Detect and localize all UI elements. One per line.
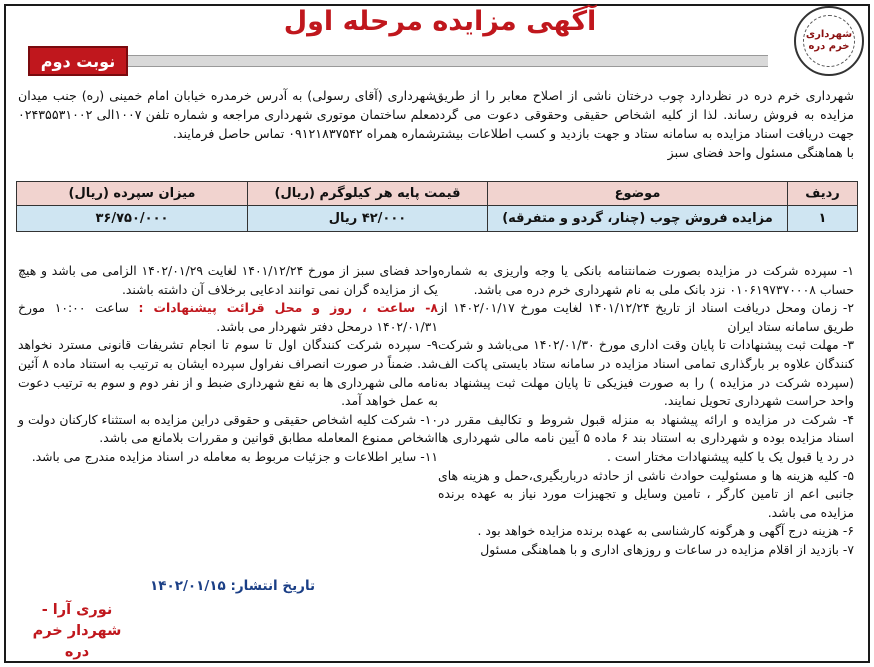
condition-7-continued: واحد فضای سبز از مورخ ۱۴۰۱/۱۲/۲۴ لغایت ۱۴۰۲/۰۱/۲۹ الزامی می باشد و هیچ یک از مزایده گران نمی توانند ادعایی برخلاف آن داشته باشند. xyxy=(18,263,439,297)
cell-row-number: ۱ xyxy=(788,206,858,232)
condition-10: ۱۰- شرکت کلیه اشخاص حقیقی و حقوقی دراین مزایده به استثناء کارکنان دولت و اشخاص ممنوع المعامله مطابق قوانین و مقررات بلامانع می باشد. xyxy=(18,411,438,446)
notice-title: آگهی مزایده مرحله اول xyxy=(283,6,597,37)
header-base-price: قیمت پایه هر کیلوگرم (ریال) xyxy=(248,182,488,206)
logo-seal xyxy=(803,15,855,67)
condition-3: ۳- مهلت ثبت پیشنهادات تا پایان وقت اداری مورخ ۱۴۰۲/۰۱/۳۰ می‌باشد و شرکت کنندگان علاوه بر بارگذاری تمامی اسناد مزایده در سامانه ستاد بایستی پاکت الف (سپرده شرکت در مزایده ) را به صورت فیزیکی تا پایان مهلت ثبت پیشنهاد به واحد حراست شهرداری تحویل نمایند. xyxy=(438,337,854,409)
table-row xyxy=(17,206,858,232)
condition-1: ۱- سپرده شرکت در مزایده بصورت ضمانتنامه بانکی یا وجه واریزی به شماره حساب ۰۱۰۶۱۹۷۳۷۰۰۰۸ نزد بانک ملی به نام شهرداری خرم دره می باشد. xyxy=(438,263,854,297)
condition-7: ۷- بازدید از اقلام مزایده در ساعات و روزهای اداری و با هماهنگی مسئول xyxy=(480,541,854,557)
header-deposit: میزان سپرده (ریال) xyxy=(17,182,248,206)
publish-date-label: تاریخ انتشار: xyxy=(230,578,316,594)
condition-8-body: ساعت ۱۰:۰۰ مورخ ۱۴۰۲/۰۱/۳۱ درمحل دفتر شهردار می باشد. xyxy=(18,300,438,334)
header-row-number: ردیف xyxy=(788,182,858,206)
signature-block xyxy=(22,600,132,663)
condition-8 xyxy=(18,299,438,336)
condition-11: ۱۱- سایر اطلاعات و جزئیات مربوط به معامله در اسناد مزایده مندرج می باشد. xyxy=(31,448,438,464)
header-subject: موضوع xyxy=(488,182,788,206)
logo-text: شهرداری خرم دره xyxy=(805,29,853,52)
round-badge: نوبت دوم xyxy=(28,46,128,76)
auction-table xyxy=(16,181,858,232)
cell-subject: مزایده فروش چوب (چنار، گردو و متفرقه) xyxy=(488,206,788,232)
condition-6: ۶- هزینه درج آگهی و هرگونه کارشناسی به عهده برنده مزایده خواهد بود . xyxy=(477,523,854,539)
title-banner-stripe xyxy=(128,55,768,67)
conditions-left-column xyxy=(18,262,438,467)
condition-4: ۴- شرکت در مزایده و ارائه پیشنهاد به منزله قبول شروط و تکالیف مقرر در اسناد مزایده بوده و شهرداری به استناد بند ۶ ماده ۵ آیین نامه مالی شهرداری ها در رد یا قبول یک یا کلیه پیشنهادات مختار است . xyxy=(438,411,854,464)
cell-base-price: ۴۲/۰۰۰ ریال xyxy=(248,206,488,232)
condition-5: ۵- کلیه هزینه ها و مسئولیت حوادث ناشی از حادثه درباربگیری،حمل و هزینه های جانبی اعم از تامین کارگر ، تامین وسایل و تجهیزات مورد نیاز به عهده برنده مزایده می باشد. xyxy=(438,467,854,520)
condition-8-heading: ۸- ساعت ، روز و محل قرائت پیشنهادات : xyxy=(138,300,438,316)
table-header-row xyxy=(17,182,858,206)
signature-name: نوری آرا - xyxy=(41,602,113,618)
municipality-logo xyxy=(794,6,864,76)
intro-text-left: شهرداری (آقای رسولی) به آدرس خرمدره خیابان امام خمینی (ره) جنب میدان معلم ساختمان موتوری شهرداری مراجعه و شماره تلفن ۱۰۰۷الی ۰۲۴۳۵۵۳۱۰۰۲ شماره همراه ۰۹۱۲۱۸۳۷۵۴۲ تماس حاصل فرمایند. xyxy=(18,88,436,141)
conditions-right-column xyxy=(438,262,854,560)
intro-text-right: شهرداری خرم دره در نظردارد چوب درختان ناشی از اصلاح معابر را از طریق مزایده به فروش رساند. لذا از کلیه اشخاص حقیقی وحقوقی دعوت می گردد جهت دریافت اسناد مزایده به سامانه ستاد و جهت بازدید و کسب اطلاعات بیشتر با هماهنگی مسئول واحد فضای سبز xyxy=(434,88,854,160)
publish-date xyxy=(150,578,315,594)
cell-deposit: ۳۶/۷۵۰/۰۰۰ xyxy=(17,206,248,232)
condition-2: ۲- زمان ومحل دریافت اسناد از تاریخ ۱۴۰۱/۱۲/۲۴ لغایت مورخ ۱۴۰۲/۰۱/۱۷ از طریق سامانه ستاد ایران xyxy=(438,300,854,334)
condition-9: ۹- سپرده شرکت کنندگان اول تا سوم تا انجام تشریفات قانونی مسترد نخواهد شد. ضمناً در صورت انصراف نفراول سپرده ایشان به ترتیب به استناد ماده ۸ آئین نامه مالی شهرداری ها به نفع شهرداری ضبط و از نفر دوم و سوم به ترتیب دعوت به عمل خواهد آمد. xyxy=(18,337,438,409)
publish-date-value: ۱۴۰۲/۰۱/۱۵ xyxy=(150,578,226,594)
signature-title: شهردار خرم دره xyxy=(32,623,122,660)
